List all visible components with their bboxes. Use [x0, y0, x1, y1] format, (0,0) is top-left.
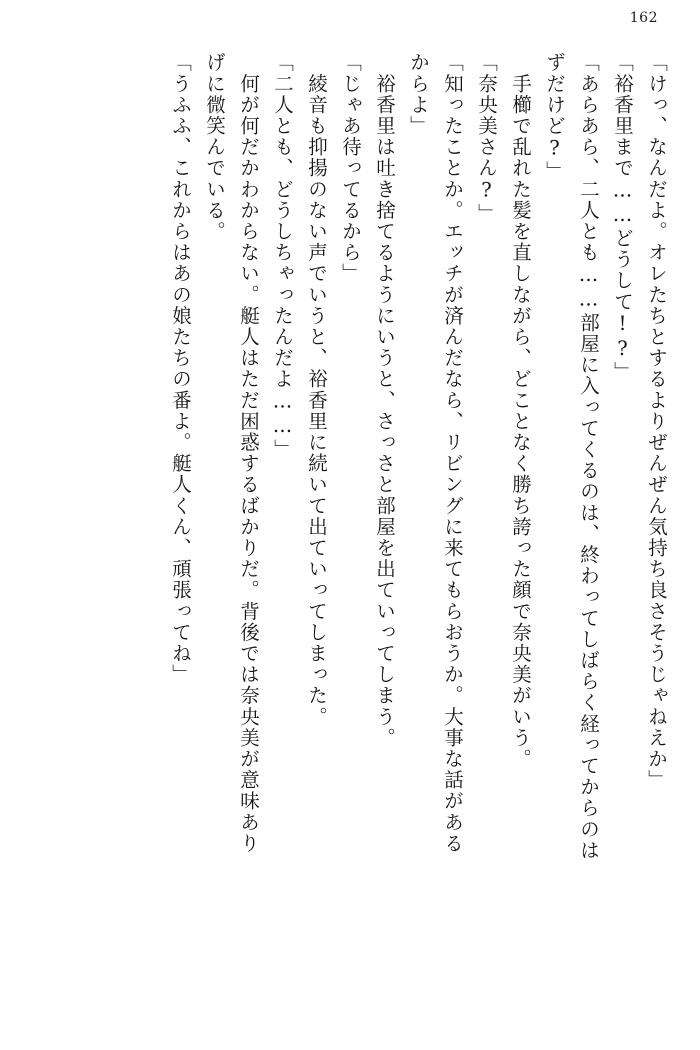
text-line: 手櫛で乱れた髪を直しながら、どことなく勝ち誇った顔で奈央美がいう。 — [509, 52, 532, 770]
text-line: 「あらあら、二人とも……部屋に入ってくるのは、終わってしばらく経ってからのは — [577, 52, 600, 861]
text-line: 「うふふ、これからはあの娘たちの番よ。艇人くん、頑張ってね」 — [169, 52, 192, 685]
text-line: 何が何だかわからない。艇人はただ困惑するばかりだ。背後では奈央美が意味あり — [237, 52, 260, 854]
text-line: 「じゃあ待ってるから」 — [339, 52, 362, 285]
text-line: 「二人とも、どうしちゃったんだよ……」 — [271, 52, 294, 460]
text-line: げに微笑んでいる。 — [203, 52, 226, 242]
text-line: 「奈央美さん?」 — [475, 52, 498, 225]
text-line: 綾音も抑揚のない声でいうと、裕香里に続いて出ていってしまった。 — [305, 52, 328, 728]
text-line: からよ」 — [407, 52, 430, 137]
text-line: 「裕香里まで……どうして!?」 — [611, 52, 634, 383]
vertical-text-body — [34, 52, 666, 1004]
text-line: 「けっ、なんだよ。オレたちとするよりぜんぜん気持ち良さそうじゃねえか」 — [645, 52, 668, 791]
page-number: 162 — [629, 10, 658, 26]
text-line: 「知ったことか。エッチが済んだなら、リビングに来てもらおうか。大事な話がある — [441, 52, 464, 854]
text-line: 裕香里は吐き捨てるようにいうと、さっさと部屋を出ていってしまう。 — [373, 52, 396, 749]
text-line: ずだけど?」 — [543, 52, 566, 183]
